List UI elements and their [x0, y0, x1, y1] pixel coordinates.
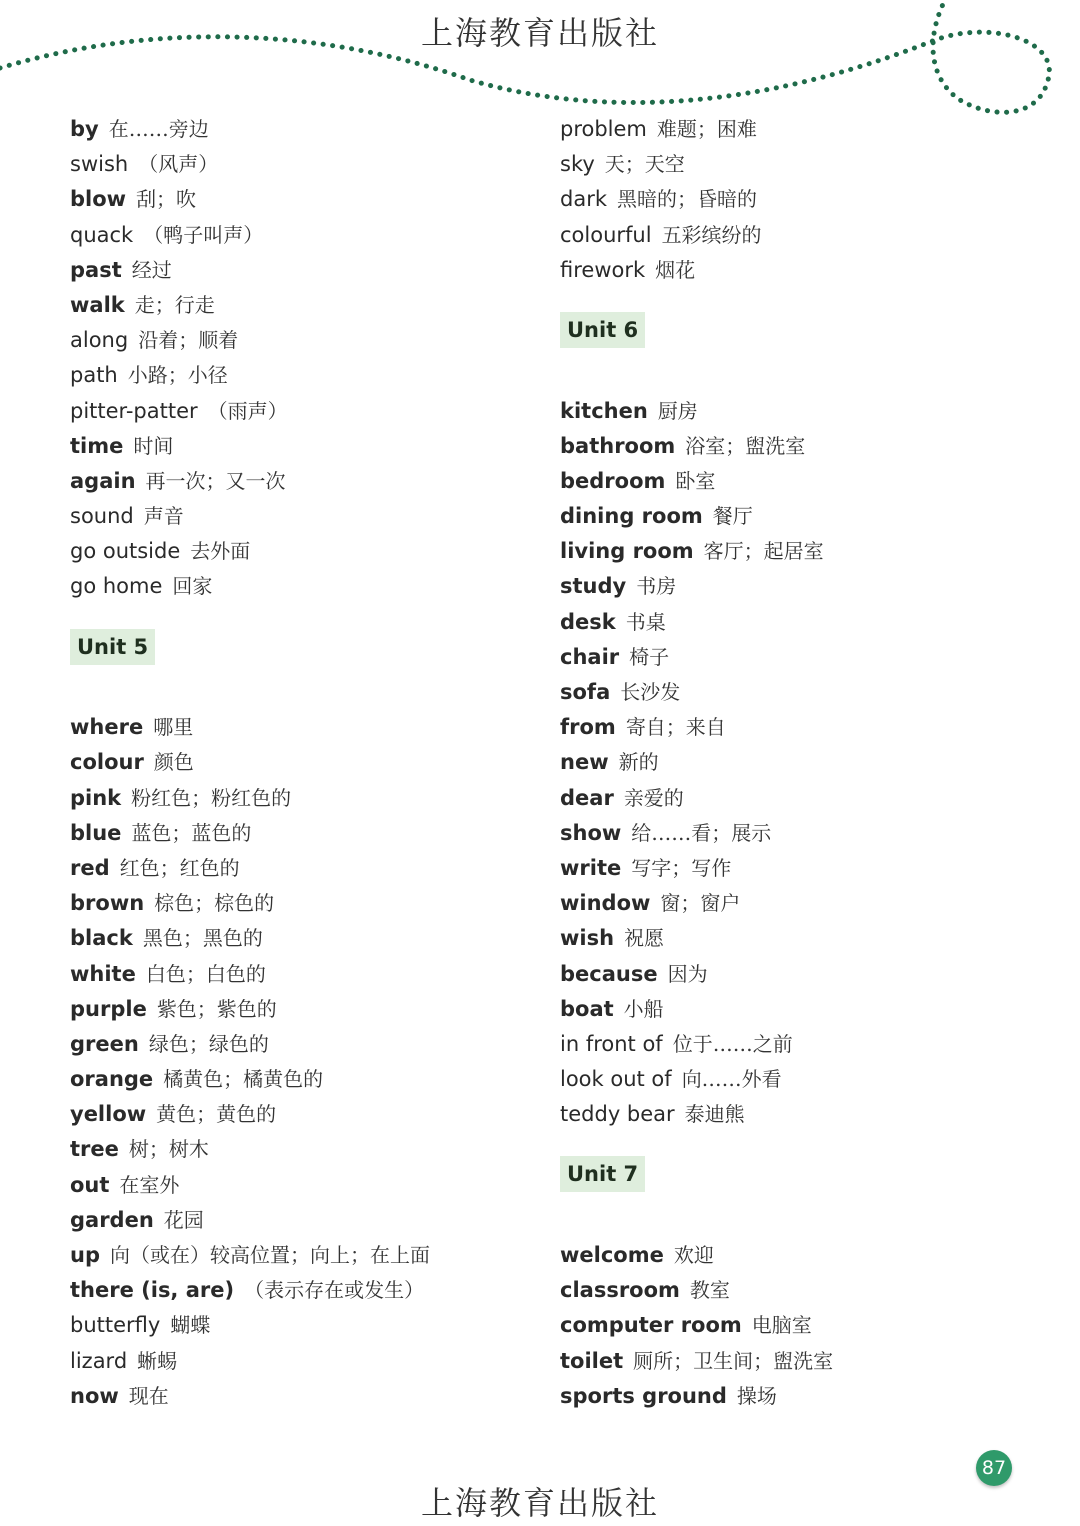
vocab-english: dear [560, 785, 614, 810]
unit-heading: Unit 5 [70, 629, 155, 665]
vocab-english: where [70, 715, 144, 740]
vocab-english: out [70, 1172, 110, 1197]
vocab-entry [560, 851, 833, 886]
vocab-english: sofa [560, 680, 611, 705]
vocab-entry [70, 429, 430, 464]
vocab-entry [70, 1097, 430, 1132]
vocab-chinese: 粉红色；粉红色的 [131, 785, 292, 810]
vocab-entry [560, 218, 833, 253]
vocab-chinese: （风声） [138, 152, 219, 177]
vocab-chinese: 祝愿 [624, 926, 665, 951]
vocab-entry [560, 1379, 833, 1414]
vocab-chinese: 紫色；紫色的 [156, 996, 277, 1021]
vocab-entry [70, 112, 430, 147]
vocab-english: quack [70, 222, 134, 247]
vocab-english: green [70, 1031, 139, 1056]
vocab-chinese: （雨声） [207, 398, 288, 423]
vocab-english: toilet [560, 1348, 624, 1373]
vocab-chinese: 书房 [636, 574, 677, 599]
vocab-chinese: 向（或在）较高位置；向上；在上面 [109, 1243, 430, 1268]
vocab-chinese: 哪里 [153, 715, 194, 740]
vocab-chinese: 声音 [143, 504, 184, 529]
vocab-chinese: 白色；白色的 [145, 961, 266, 986]
vocab-chinese: 颜色 [153, 750, 194, 775]
vocab-chinese: 五彩缤纷的 [661, 222, 762, 247]
vocab-chinese: （表示存在或发生） [244, 1278, 425, 1303]
vocab-entry [70, 851, 430, 886]
vocab-entry [560, 816, 833, 851]
vocab-entry [70, 1203, 430, 1238]
vocab-entry [70, 921, 430, 956]
vocab-chinese: 回家 [172, 574, 213, 599]
vocab-english: black [70, 926, 133, 951]
vocab-chinese: （鸭子叫声） [143, 222, 264, 247]
vocab-chinese: 小船 [623, 996, 664, 1021]
vocab-english: computer room [560, 1313, 742, 1338]
vocab-english: white [70, 961, 136, 986]
vocab-entry [560, 112, 833, 147]
vocab-entry [70, 1273, 430, 1308]
vocab-english: new [560, 750, 609, 775]
vocab-english: sound [70, 504, 134, 529]
footer-publisher: 上海教育出版社 [420, 1484, 659, 1522]
vocab-chinese: 黑色；黑色的 [142, 926, 263, 951]
vocab-english: colour [70, 750, 144, 775]
vocab-english: butterfly [70, 1313, 161, 1338]
vocab-chinese: 蜥蜴 [137, 1348, 178, 1373]
vocab-english: wish [560, 926, 615, 951]
vocab-chinese: 烟花 [655, 257, 696, 282]
vocab-entry [70, 499, 430, 534]
vocab-english: boat [560, 996, 614, 1021]
vocab-english: teddy bear [560, 1102, 675, 1127]
vocab-entry [560, 992, 833, 1027]
vocab-english: look out of [560, 1067, 672, 1092]
vocab-entry [560, 640, 833, 675]
vocab-english: go outside [70, 539, 181, 564]
vocab-entry [560, 182, 833, 217]
vocab-entry [70, 464, 430, 499]
vocab-entry [560, 710, 833, 745]
vocab-entry [70, 1344, 430, 1379]
vocab-english: dark [560, 187, 607, 212]
vocab-chinese: 橘黄色；橘黄色的 [163, 1067, 324, 1092]
vocab-english: swish [70, 152, 129, 177]
vocab-chinese: 小路；小径 [127, 363, 228, 388]
vocab-entry [560, 147, 833, 182]
vocab-entry [70, 253, 430, 288]
vocab-english: path [70, 363, 118, 388]
vocab-entry [560, 781, 833, 816]
vocab-english: red [70, 855, 110, 880]
vocab-english: problem [560, 117, 647, 141]
vocab-chinese: 蝴蝶 [170, 1313, 211, 1338]
vocab-english: tree [70, 1137, 119, 1162]
unit-heading-row [70, 605, 430, 711]
vocab-chinese: 新的 [618, 750, 659, 775]
vocab-english: now [70, 1383, 119, 1408]
vocab-entry [560, 394, 833, 429]
vocab-chinese: 窗；窗户 [660, 891, 741, 916]
vocab-english: write [560, 855, 622, 880]
vocab-english: in front of [560, 1031, 663, 1056]
vocab-column-right [560, 112, 833, 1414]
vocab-chinese: 浴室；盥洗室 [685, 433, 806, 458]
vocab-chinese: 刮；吹 [136, 187, 197, 212]
vocab-chinese: 天；天空 [604, 152, 685, 177]
vocab-entry [70, 886, 430, 921]
vocab-chinese: 现在 [128, 1383, 169, 1408]
vocab-chinese: 操场 [736, 1383, 777, 1408]
vocab-english: walk [70, 292, 125, 317]
unit-heading-row [560, 1132, 833, 1238]
vocab-entry [560, 886, 833, 921]
vocab-english: from [560, 715, 616, 740]
vocab-english: there (is, are) [70, 1278, 235, 1303]
vocab-entry [560, 464, 833, 499]
vocab-english: garden [70, 1207, 154, 1232]
vocab-entry [70, 816, 430, 851]
vocab-column-left [70, 112, 430, 1414]
vocab-chinese: 花园 [163, 1207, 204, 1232]
vocab-english: bathroom [560, 433, 676, 458]
vocab-english: sports ground [560, 1383, 727, 1408]
vocab-entry [70, 288, 430, 323]
vocab-entry [560, 921, 833, 956]
vocab-english: blue [70, 820, 122, 845]
vocab-english: go home [70, 574, 163, 599]
vocab-english: because [560, 961, 658, 986]
vocab-entry [560, 1097, 833, 1132]
vocab-chinese: 长沙发 [620, 680, 681, 705]
vocab-entry [560, 1273, 833, 1308]
vocab-entry [70, 1168, 430, 1203]
vocab-entry [70, 745, 430, 780]
vocab-chinese: 卧室 [675, 468, 716, 493]
vocab-english: chair [560, 644, 620, 669]
vocab-chinese: 寄自；来自 [625, 715, 726, 740]
vocab-chinese: 厨房 [657, 398, 698, 423]
vocab-chinese: 书桌 [625, 609, 666, 634]
vocab-entry [70, 218, 430, 253]
vocab-english: brown [70, 891, 145, 916]
vocab-chinese: 椅子 [629, 644, 670, 669]
vocab-chinese: 经过 [131, 257, 172, 282]
vocab-english: show [560, 820, 622, 845]
vocab-english: pitter-patter [70, 398, 198, 423]
vocab-english: dining room [560, 504, 703, 529]
vocab-english: welcome [560, 1243, 664, 1268]
vocab-english: lizard [70, 1348, 128, 1373]
vocab-english: desk [560, 609, 616, 634]
vocab-english: window [560, 891, 651, 916]
vocab-english: firework [560, 257, 646, 282]
vocab-entry [560, 429, 833, 464]
vocab-chinese: 在室外 [119, 1172, 180, 1197]
vocab-entry [560, 499, 833, 534]
vocab-entry [70, 569, 430, 604]
vocab-entry [70, 781, 430, 816]
vocab-chinese: 给……看；展示 [631, 820, 772, 845]
vocab-english: living room [560, 539, 694, 564]
vocab-english: kitchen [560, 398, 648, 423]
vocab-chinese: 位于……之前 [672, 1031, 793, 1056]
header-publisher: 上海教育出版社 [420, 14, 659, 52]
vocab-entry [70, 1027, 430, 1062]
vocab-chinese: 向……外看 [681, 1067, 782, 1092]
vocab-english: along [70, 328, 129, 353]
vocab-english: up [70, 1243, 100, 1268]
unit-heading: Unit 6 [560, 312, 645, 348]
vocab-chinese: 棕色；棕色的 [154, 891, 275, 916]
vocab-entry [70, 1379, 430, 1414]
vocab-entry [70, 534, 430, 569]
vocab-chinese: 餐厅 [712, 504, 753, 529]
vocab-chinese: 时间 [133, 433, 174, 458]
vocab-entry [560, 675, 833, 710]
vocab-chinese: 黄色；黄色的 [156, 1102, 277, 1127]
vocab-entry [70, 323, 430, 358]
vocab-chinese: 因为 [667, 961, 708, 986]
vocab-english: classroom [560, 1278, 680, 1303]
vocab-chinese: 绿色；绿色的 [148, 1031, 269, 1056]
vocab-chinese: 再一次；又一次 [145, 468, 286, 493]
vocab-chinese: 教室 [689, 1278, 730, 1303]
vocab-chinese: 黑暗的；昏暗的 [617, 187, 757, 212]
vocab-chinese: 欢迎 [673, 1243, 714, 1268]
vocab-english: purple [70, 996, 147, 1021]
vocab-chinese: 电脑室 [751, 1313, 812, 1338]
vocab-chinese: 树；树木 [128, 1137, 209, 1162]
vocab-entry [560, 957, 833, 992]
vocab-entry [560, 253, 833, 288]
vocab-entry [70, 1308, 430, 1343]
vocab-english: colourful [560, 222, 652, 247]
vocab-chinese: 泰迪熊 [684, 1102, 745, 1127]
vocab-entry [560, 534, 833, 569]
vocab-entry [560, 605, 833, 640]
vocab-english: past [70, 257, 122, 282]
vocab-chinese: 红色；红色的 [119, 855, 240, 880]
vocab-entry [70, 1062, 430, 1097]
vocab-entry [560, 1062, 833, 1097]
vocab-entry [560, 1238, 833, 1273]
vocab-chinese: 走；行走 [134, 292, 215, 317]
vocab-english: study [560, 574, 627, 599]
vocab-entry [70, 710, 430, 745]
unit-heading: Unit 7 [560, 1156, 645, 1192]
vocab-entry [70, 358, 430, 393]
vocab-chinese: 难题；困难 [656, 117, 757, 141]
vocab-chinese: 去外面 [190, 539, 251, 564]
vocab-english: by [70, 117, 99, 141]
vocab-chinese: 在……旁边 [108, 117, 209, 141]
vocab-entry [70, 147, 430, 182]
vocab-entry [560, 1344, 833, 1379]
vocab-english: time [70, 433, 124, 458]
vocab-entry [70, 394, 430, 429]
vocab-english: orange [70, 1067, 154, 1092]
vocab-english: pink [70, 785, 122, 810]
vocab-chinese: 客厅；起居室 [703, 539, 824, 564]
vocab-chinese: 写字；写作 [631, 855, 732, 880]
vocab-entry [70, 182, 430, 217]
vocab-entry [70, 992, 430, 1027]
vocab-chinese: 沿着；顺着 [138, 328, 239, 353]
vocab-entry [70, 1132, 430, 1167]
vocab-chinese: 厕所；卫生间；盥洗室 [633, 1348, 834, 1373]
unit-heading-row [560, 288, 833, 394]
vocab-entry [70, 1238, 430, 1273]
vocab-entry [560, 569, 833, 604]
vocab-english: sky [560, 152, 595, 177]
vocab-chinese: 亲爱的 [623, 785, 684, 810]
vocab-entry [560, 1027, 833, 1062]
vocab-english: bedroom [560, 468, 666, 493]
vocab-entry [560, 1308, 833, 1343]
vocab-english: blow [70, 187, 127, 212]
vocab-entry [70, 957, 430, 992]
vocab-english: yellow [70, 1102, 147, 1127]
vocab-chinese: 蓝色；蓝色的 [131, 820, 252, 845]
page-number-badge: 87 [976, 1450, 1012, 1486]
vocab-entry [560, 745, 833, 780]
vocab-english: again [70, 468, 136, 493]
